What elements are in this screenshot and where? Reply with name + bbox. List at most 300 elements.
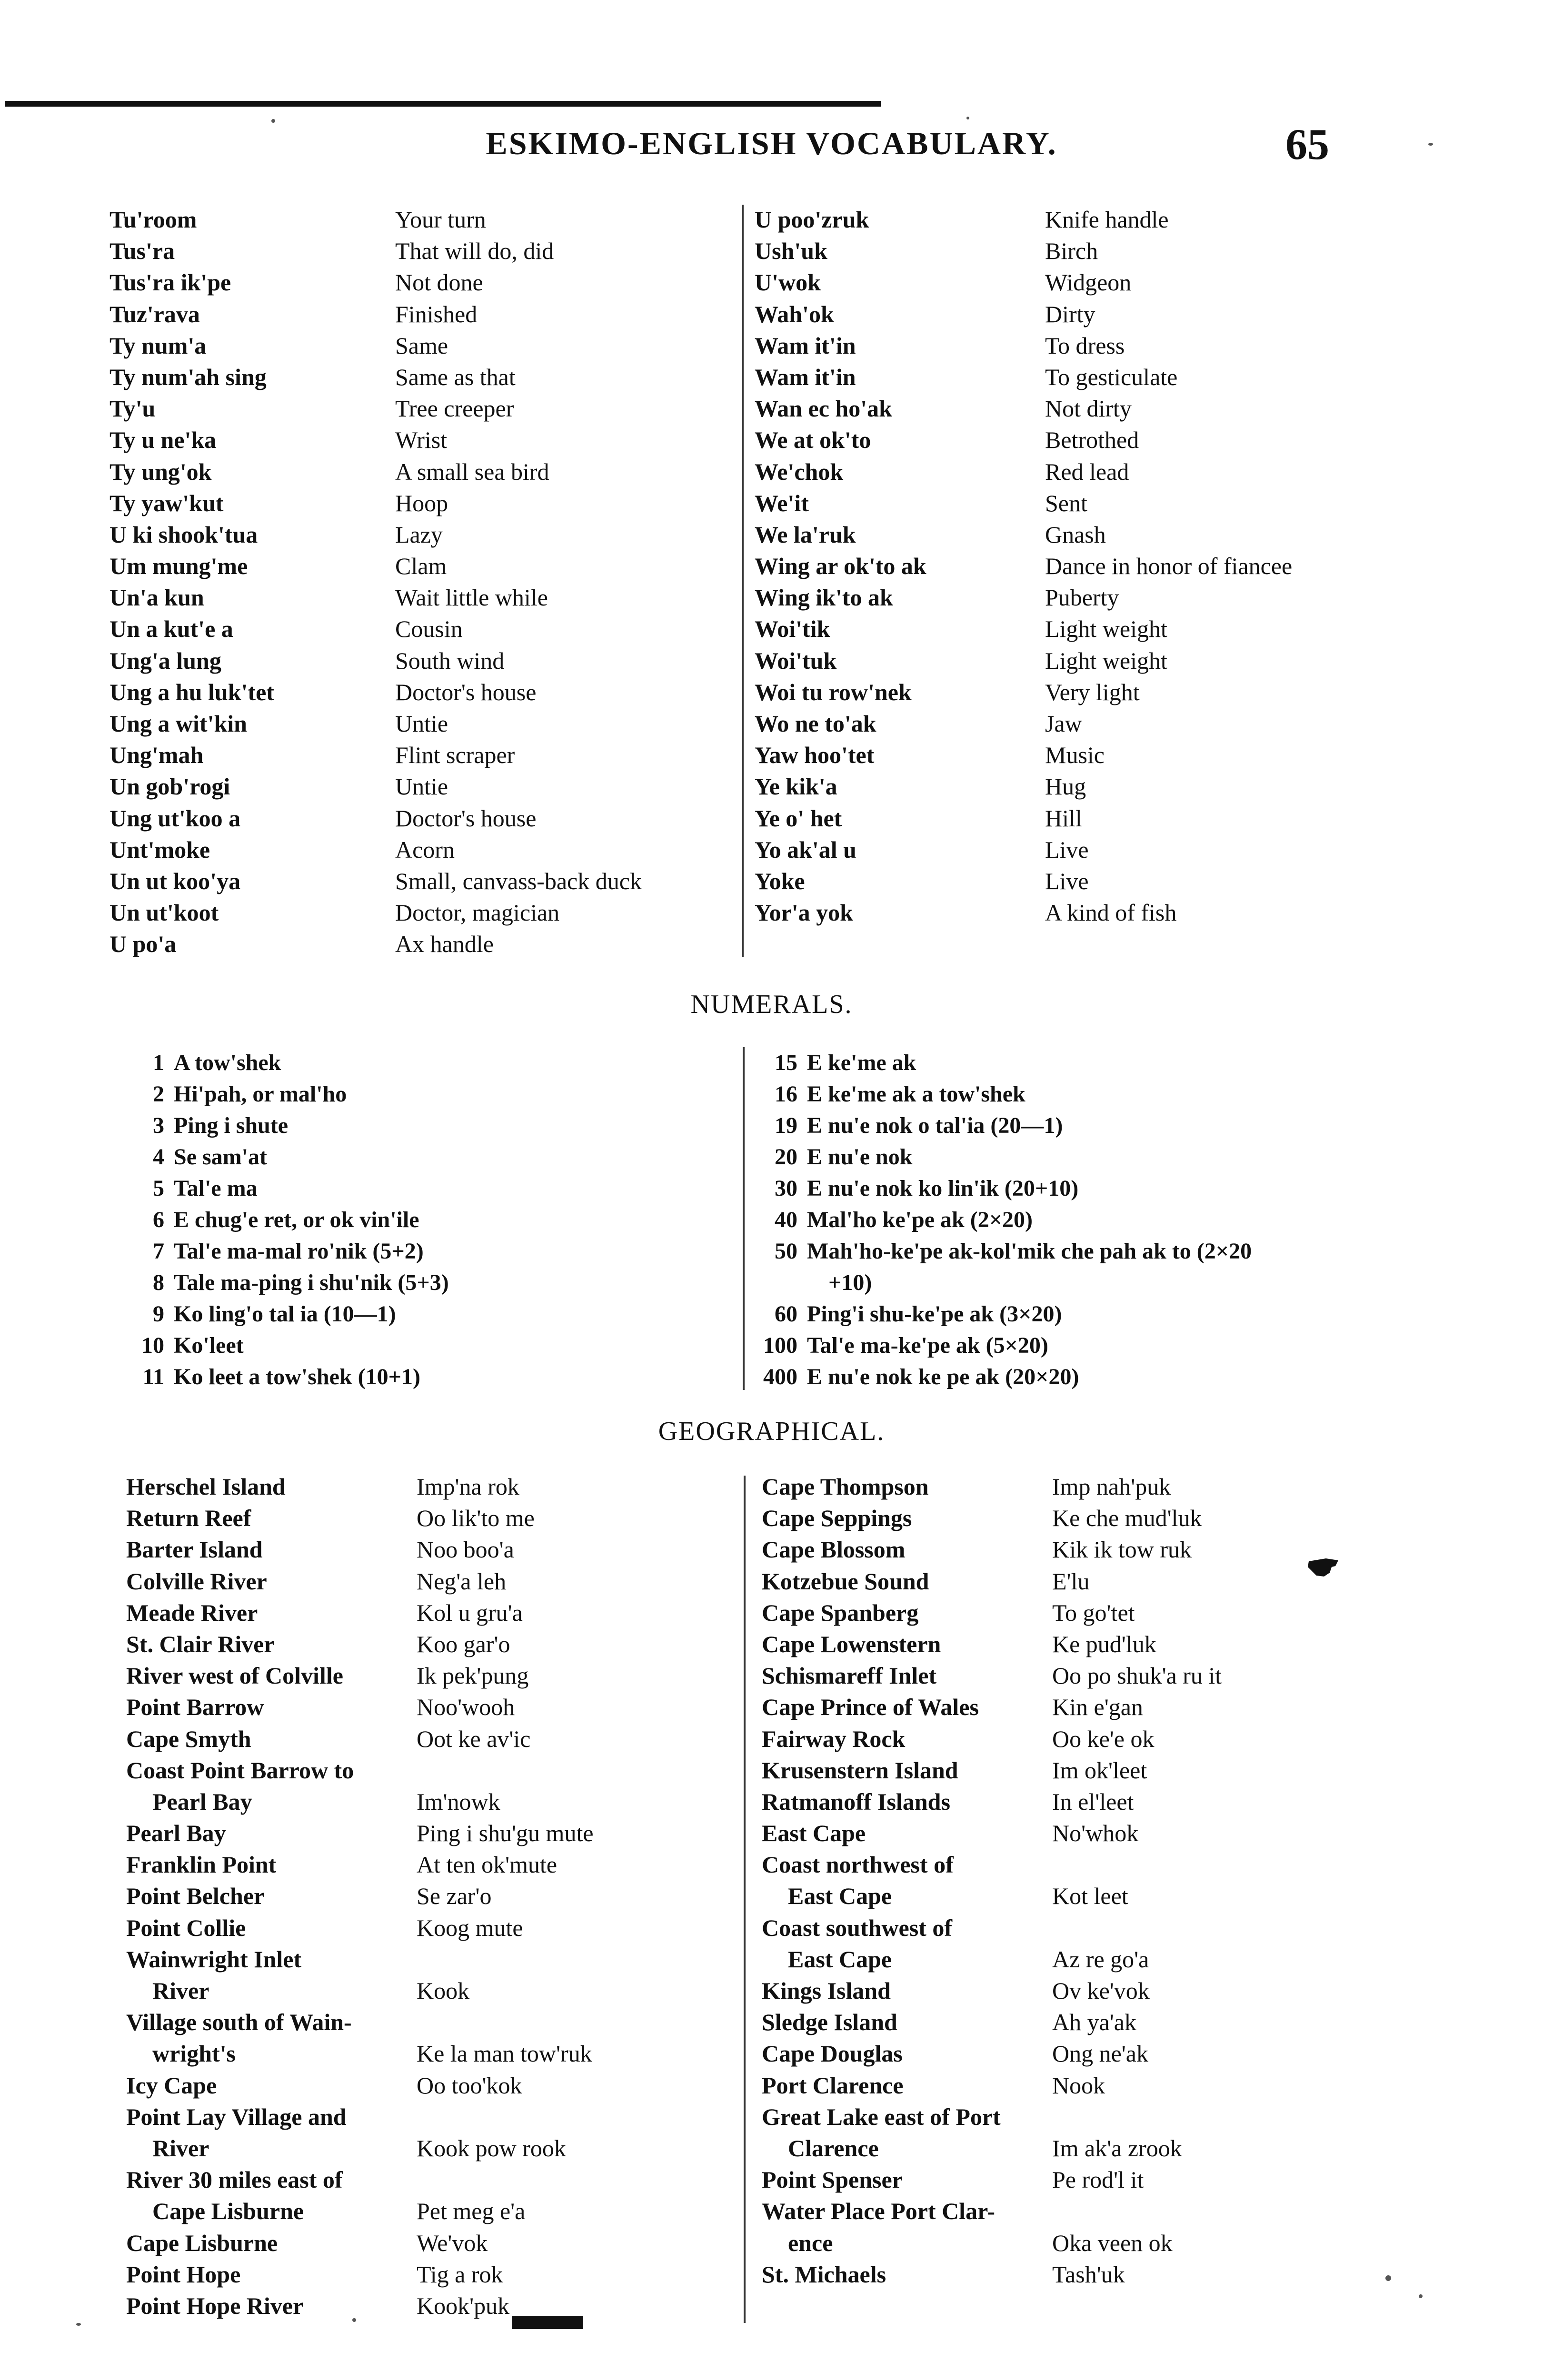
eskimo-term: Tu'room (110, 206, 197, 233)
eskimo-term: Ung ut'koo a (110, 804, 241, 832)
english-gloss: Live (1045, 836, 1089, 863)
place-name: Krusenstern Island (762, 1756, 958, 1784)
vocab-entry (110, 424, 728, 456)
eskimo-term: Wing ar ok'to ak (755, 553, 926, 580)
print-speck (966, 117, 969, 119)
place-name: Return Reef (126, 1505, 251, 1532)
place-name: Cape Douglas (762, 2040, 903, 2067)
english-gloss: Doctor, magician (395, 899, 560, 926)
place-name: River (152, 1977, 209, 2004)
native-name: Oo too'kok (417, 2072, 522, 2099)
place-name: Cape Blossom (762, 1536, 906, 1563)
english-gloss: Dirty (1045, 300, 1095, 327)
vocab-entry (110, 803, 728, 834)
numeral-word: E chug'e ret, or ok vin'ile (174, 1207, 419, 1232)
vocab-entry (755, 487, 1469, 519)
eskimo-term: Unt'moke (110, 836, 210, 863)
english-gloss: Hug (1045, 773, 1086, 800)
english-gloss: Gnash (1045, 521, 1106, 548)
eskimo-term: Woi'tuk (755, 647, 837, 674)
numeral-value: 50 (775, 1239, 797, 1264)
numeral-word: Ko'leet (174, 1333, 244, 1358)
vocab-entry (110, 298, 728, 330)
place-name: Point Barrow (126, 1694, 264, 1721)
place-name: River 30 miles east of (126, 2166, 343, 2193)
native-name: Oo po shuk'a ru it (1052, 1662, 1222, 1689)
english-gloss: To dress (1045, 332, 1125, 359)
native-name: Ong ne'ak (1052, 2040, 1149, 2067)
english-gloss: Sent (1045, 489, 1087, 516)
english-gloss: Tree creeper (395, 395, 514, 422)
vocab-entry (110, 456, 728, 487)
numeral-word: Mah'ho-ke'pe ak-kol'mik che pah ak to (2×20 (807, 1239, 1252, 1264)
numeral-entry (138, 1299, 709, 1330)
geographical-entry (762, 1660, 1476, 1691)
numeral-entry (771, 1236, 1485, 1267)
vocab-entry (755, 361, 1469, 393)
english-gloss: Cousin (395, 615, 463, 643)
english-gloss: Same as that (395, 363, 516, 390)
column-divider (742, 205, 744, 957)
geographical-entry (126, 2227, 736, 2259)
numeral-entry (771, 1110, 1485, 1141)
numeral-entry (771, 1079, 1485, 1110)
eskimo-term: U poo'zruk (755, 206, 869, 233)
place-name: Pearl Bay (126, 1820, 226, 1847)
vocab-entry (755, 803, 1469, 834)
english-gloss: Wait little while (395, 584, 548, 611)
eskimo-term: Wam it'in (755, 363, 856, 390)
vocab-entry (110, 739, 728, 771)
geographical-entry (762, 1912, 1476, 1944)
numeral-entry (138, 1047, 709, 1079)
native-name: Ping i shu'gu mute (417, 1820, 594, 1847)
place-name: Village south of Wain- (126, 2009, 352, 2036)
place-name: wright's (152, 2040, 236, 2067)
page-footer-mark (512, 2316, 583, 2329)
geographical-entry (762, 2164, 1476, 2195)
vocab-entry (110, 613, 728, 645)
place-name: St. Clair River (126, 1630, 275, 1657)
vocab-entry (755, 330, 1469, 361)
numeral-value: 40 (775, 1207, 797, 1232)
native-name: Pe rod'l it (1052, 2166, 1144, 2193)
vocab-entry (755, 739, 1469, 771)
vocab-entry (110, 865, 728, 897)
english-gloss: Light weight (1045, 647, 1167, 674)
eskimo-term: U ki shook'tua (110, 521, 258, 548)
native-name: Kook (417, 1977, 470, 2004)
vocab-entry (110, 204, 728, 235)
english-gloss: A small sea bird (395, 458, 549, 485)
eskimo-term: Yoke (755, 867, 805, 894)
native-name: Ik pek'pung (417, 1662, 529, 1689)
place-name: Water Place Port Clar- (762, 2198, 995, 2225)
geographical-entry (126, 1912, 736, 1944)
vocab-entry (755, 645, 1469, 676)
english-gloss: Not dirty (1045, 395, 1132, 422)
place-name: Coast northwest of (762, 1851, 954, 1878)
geographical-entry (126, 1660, 736, 1691)
geographical-entry (126, 1534, 736, 1565)
geographical-entry (762, 1786, 1476, 1817)
geographical-entry (762, 2195, 1476, 2227)
native-name: Imp nah'puk (1052, 1473, 1171, 1500)
native-name: Koog mute (417, 1914, 523, 1941)
geographical-entry (762, 1849, 1476, 1880)
eskimo-term: Un'a kun (110, 584, 204, 611)
native-name: Ov ke'vok (1052, 1977, 1150, 2004)
english-gloss: That will do, did (395, 238, 554, 265)
place-name: Point Hope (126, 2261, 241, 2288)
english-gloss: Hill (1045, 804, 1082, 832)
native-name: Oka veen ok (1052, 2229, 1173, 2256)
native-name: Tash'uk (1052, 2261, 1125, 2288)
place-name: Point Lay Village and (126, 2103, 347, 2130)
geographical-entry (762, 1755, 1476, 1786)
print-speck (271, 119, 275, 123)
vocab-entry (110, 771, 728, 802)
eskimo-term: U'wok (755, 269, 821, 296)
vocab-entry (755, 865, 1469, 897)
numeral-value: 1 (153, 1050, 164, 1075)
eskimo-term: Tus'ra ik'pe (110, 269, 231, 296)
vocab-entry (755, 897, 1469, 928)
native-name: Kik ik tow ruk (1052, 1536, 1192, 1563)
vocab-entry (755, 708, 1469, 739)
numeral-word: Ko ling'o tal ia (10—1) (174, 1301, 396, 1327)
vocab-entry (110, 361, 728, 393)
geographical-entry (126, 2259, 736, 2290)
native-name: Kook'puk (417, 2292, 510, 2319)
native-name: Pet meg e'a (417, 2198, 526, 2225)
english-gloss: Puberty (1045, 584, 1119, 611)
vocab-entry (755, 834, 1469, 865)
geographical-heading: GEOGRAPHICAL. (658, 1417, 885, 1446)
print-speck (352, 2318, 356, 2322)
eskimo-term: Ung'a lung (110, 647, 221, 674)
geographical-entry (126, 1628, 736, 1660)
numeral-word: Ko leet a tow'shek (10+1) (174, 1364, 420, 1389)
geographical-entry (126, 1691, 736, 1723)
english-gloss: Birch (1045, 238, 1098, 265)
vocab-entry (755, 582, 1469, 613)
eskimo-term: Wo ne to'ak (755, 710, 876, 737)
place-name: Kotzebue Sound (762, 1567, 929, 1595)
native-name: Ke la man tow'ruk (417, 2040, 592, 2067)
geographical-entry (762, 2070, 1476, 2101)
numeral-entry (763, 1361, 1485, 1393)
vocab-entry (110, 267, 728, 298)
eskimo-term: Ty'u (110, 395, 156, 422)
vocab-entry (755, 456, 1469, 487)
place-name: Port Clarence (762, 2072, 904, 2099)
vocab-entry (755, 298, 1469, 330)
vocab-entry (755, 267, 1469, 298)
vocab-entry (110, 676, 728, 708)
place-name: Great Lake east of Port (762, 2103, 1001, 2130)
english-gloss: Jaw (1045, 710, 1082, 737)
eskimo-term: Ye kik'a (755, 773, 837, 800)
geographical-entry (126, 2132, 736, 2164)
native-name: Oot ke av'ic (417, 1725, 531, 1752)
place-name: Point Belcher (126, 1883, 265, 1910)
native-name: Oo ke'e ok (1052, 1725, 1155, 1752)
place-name: Sledge Island (762, 2009, 897, 2036)
geographical-entry (762, 1502, 1476, 1534)
native-name: Tig a rok (417, 2261, 503, 2288)
numeral-value: 60 (775, 1301, 797, 1327)
place-name: Herschel Island (126, 1473, 286, 1500)
english-gloss: Untie (395, 710, 448, 737)
numeral-value: 9 (153, 1301, 164, 1327)
native-name: Kook pow rook (417, 2134, 566, 2162)
place-name: Cape Smyth (126, 1725, 251, 1752)
english-gloss: Same (395, 332, 448, 359)
place-name: Point Hope River (126, 2292, 304, 2319)
vocab-entry (110, 330, 728, 361)
geographical-entry (126, 1849, 736, 1880)
geographical-entry (126, 2195, 736, 2227)
numeral-value: 20 (775, 1144, 797, 1170)
eskimo-term: We la'ruk (755, 521, 856, 548)
numeral-word: E nu'e nok (807, 1144, 913, 1170)
english-gloss: Finished (395, 300, 478, 327)
vocab-entry (110, 834, 728, 865)
numeral-word: Hi'pah, or mal'ho (174, 1081, 347, 1107)
geographical-divider (744, 1476, 746, 2323)
vocab-entry (755, 613, 1469, 645)
english-gloss: Live (1045, 867, 1089, 894)
geographical-entry (126, 2164, 736, 2195)
numeral-entry (771, 1204, 1485, 1236)
numeral-entry (771, 1141, 1485, 1173)
geographical-entry (762, 1566, 1476, 1597)
native-name: To go'tet (1052, 1599, 1135, 1626)
numeral-value: 400 (763, 1364, 797, 1389)
place-name: East Cape (788, 1945, 892, 1973)
english-gloss: Hoop (395, 489, 448, 516)
vocab-entry (110, 897, 728, 928)
eskimo-term: Ung a hu luk'tet (110, 678, 274, 705)
eskimo-term: Wing ik'to ak (755, 584, 893, 611)
geographical-entry (126, 2101, 736, 2132)
eskimo-term: Wan ec ho'ak (755, 395, 892, 422)
place-name: Cape Thompson (762, 1473, 929, 1500)
eskimo-term: Tuz'rava (110, 300, 200, 327)
numeral-word: Mal'ho ke'pe ak (2×20) (807, 1207, 1033, 1232)
native-name: Neg'a leh (417, 1567, 507, 1595)
numeral-word: E ke'me ak (807, 1050, 916, 1075)
print-speck (1419, 2294, 1423, 2298)
geographical-entry (126, 1755, 736, 1786)
native-name: Im'nowk (417, 1788, 500, 1815)
eskimo-term: Um mung'me (110, 553, 248, 580)
geographical-entry (762, 1691, 1476, 1723)
numeral-word: Tale ma-ping i shu'nik (5+3) (174, 1270, 449, 1295)
geographical-entry (126, 1880, 736, 1912)
eskimo-term: Ung a wit'kin (110, 710, 247, 737)
english-gloss: Music (1045, 742, 1105, 769)
native-name: Noo'wooh (417, 1694, 515, 1721)
numeral-entry (138, 1330, 709, 1361)
numeral-entry (771, 1173, 1485, 1204)
numeral-word: Tal'e ma (174, 1176, 258, 1201)
numeral-word: E nu'e nok o tal'ia (20—1) (807, 1113, 1063, 1138)
place-name: Ratmanoff Islands (762, 1788, 950, 1815)
numeral-entry (138, 1236, 709, 1267)
vocab-entry (755, 235, 1469, 267)
native-name: We'vok (417, 2229, 488, 2256)
place-name: River west of Colville (126, 1662, 343, 1689)
geographical-entry (126, 2038, 736, 2069)
eskimo-term: Yo ak'al u (755, 836, 856, 863)
english-gloss: To gesticulate (1045, 363, 1178, 390)
place-name: Schismareff Inlet (762, 1662, 937, 1689)
place-name: Coast Point Barrow to (126, 1756, 354, 1784)
numeral-value: 100 (763, 1333, 797, 1358)
native-name: Ke che mud'luk (1052, 1505, 1202, 1532)
eskimo-term: We at ok'to (755, 426, 871, 454)
eskimo-term: Wam it'in (755, 332, 856, 359)
eskimo-term: Woi'tik (755, 615, 830, 643)
eskimo-term: Ush'uk (755, 238, 827, 265)
native-name: No'whok (1052, 1820, 1139, 1847)
native-name: Koo gar'o (417, 1630, 510, 1657)
eskimo-term: Ung'mah (110, 742, 204, 769)
geographical-right-column (762, 1471, 1476, 2290)
english-gloss: Your turn (395, 206, 486, 233)
geographical-entry (126, 1566, 736, 1597)
place-name: Coast southwest of (762, 1914, 952, 1941)
numerals-left-column (138, 1047, 709, 1393)
geographical-entry (762, 2101, 1476, 2132)
geographical-entry (762, 1944, 1476, 1975)
english-gloss: Knife handle (1045, 206, 1169, 233)
english-gloss: South wind (395, 647, 505, 674)
eskimo-term: Ty num'a (110, 332, 207, 359)
numeral-entry (138, 1204, 709, 1236)
numeral-value: 4 (153, 1144, 164, 1170)
eskimo-term: Un a kut'e a (110, 615, 233, 643)
geographical-entry (762, 2259, 1476, 2290)
place-name: Cape Prince of Wales (762, 1694, 979, 1721)
place-name: Cape Lowenstern (762, 1630, 941, 1657)
native-name: E'lu (1052, 1567, 1090, 1595)
eskimo-term: Un ut'koot (110, 899, 219, 926)
place-name: ence (788, 2229, 833, 2256)
numeral-value: 6 (153, 1207, 164, 1232)
vocab-right-column (755, 204, 1469, 928)
numerals-heading: NUMERALS. (690, 990, 853, 1019)
geographical-entry (126, 1944, 736, 1975)
vocab-entry (755, 424, 1469, 456)
place-name: Franklin Point (126, 1851, 277, 1878)
english-gloss: Clam (395, 553, 447, 580)
numeral-value: 3 (153, 1113, 164, 1138)
place-name: Fairway Rock (762, 1725, 906, 1752)
page-title: ESKIMO-ENGLISH VOCABULARY. (486, 125, 1057, 161)
eskimo-term: Tus'ra (110, 238, 175, 265)
native-name: Noo boo'a (417, 1536, 514, 1563)
numeral-word: Tal'e ma-mal ro'nik (5+2) (174, 1239, 424, 1264)
eskimo-term: Yor'a yok (755, 899, 853, 926)
page-number: 65 (1285, 120, 1329, 169)
place-name: River (152, 2134, 209, 2162)
native-name: Se zar'o (417, 1883, 492, 1910)
place-name: Clarence (788, 2134, 879, 2162)
print-speck (1385, 2275, 1391, 2281)
native-name: Ke pud'luk (1052, 1630, 1156, 1657)
english-gloss: Small, canvass-back duck (395, 867, 642, 894)
numeral-entry (138, 1110, 709, 1141)
english-gloss: Untie (395, 773, 448, 800)
geographical-entry (762, 2132, 1476, 2164)
english-gloss: Betrothed (1045, 426, 1139, 454)
geographical-entry (762, 1880, 1476, 1912)
place-name: Cape Lisburne (126, 2229, 278, 2256)
vocab-entry (755, 771, 1469, 802)
numeral-value: 11 (142, 1364, 164, 1389)
print-speck (76, 2323, 81, 2326)
native-name: Nook (1052, 2072, 1105, 2099)
native-name: At ten ok'mute (417, 1851, 557, 1878)
place-name: Wainwright Inlet (126, 1945, 302, 1973)
english-gloss: Lazy (395, 521, 443, 548)
vocab-entry (755, 550, 1469, 582)
numeral-word: Ping'i shu-ke'pe ak (3×20) (807, 1301, 1062, 1327)
english-gloss: Acorn (395, 836, 455, 863)
numeral-entry (771, 1299, 1485, 1330)
eskimo-term: We'chok (755, 458, 844, 485)
numeral-entry (138, 1361, 709, 1393)
eskimo-term: Woi tu row'nek (755, 678, 912, 705)
geographical-entry (126, 1975, 736, 2006)
place-name: Meade River (126, 1599, 258, 1626)
numeral-entry (138, 1267, 709, 1299)
english-gloss: A kind of fish (1045, 899, 1177, 926)
geographical-entry (762, 1975, 1476, 2006)
numeral-word: Ping i shute (174, 1113, 289, 1138)
native-name: Ah ya'ak (1052, 2009, 1137, 2036)
place-name: Point Collie (126, 1914, 246, 1941)
eskimo-term: Ty num'ah sing (110, 363, 267, 390)
english-gloss: Flint scraper (395, 742, 515, 769)
place-name: Pearl Bay (152, 1788, 252, 1815)
geographical-entry (762, 2227, 1476, 2259)
geographical-entry (126, 1597, 736, 1628)
numeral-word: +10) (828, 1270, 872, 1295)
native-name: Im ak'a zrook (1052, 2134, 1182, 2162)
numeral-value: 2 (153, 1081, 164, 1107)
geographical-entry (762, 1471, 1476, 1502)
place-name: Cape Seppings (762, 1505, 912, 1532)
numeral-value: 5 (153, 1176, 164, 1201)
eskimo-term: We'it (755, 489, 809, 516)
english-gloss: Wrist (395, 426, 448, 454)
english-gloss: Doctor's house (395, 678, 537, 705)
english-gloss: Light weight (1045, 615, 1167, 643)
vocab-entry (110, 708, 728, 739)
place-name: Point Spenser (762, 2166, 903, 2193)
geographical-left-column (126, 1471, 736, 2321)
numeral-value: 10 (141, 1333, 164, 1358)
numeral-entry (138, 1079, 709, 1110)
geographical-entry (762, 1534, 1476, 1565)
geographical-entry (126, 1786, 736, 1817)
geographical-entry (126, 2290, 736, 2321)
native-name: Kot leet (1052, 1883, 1128, 1910)
